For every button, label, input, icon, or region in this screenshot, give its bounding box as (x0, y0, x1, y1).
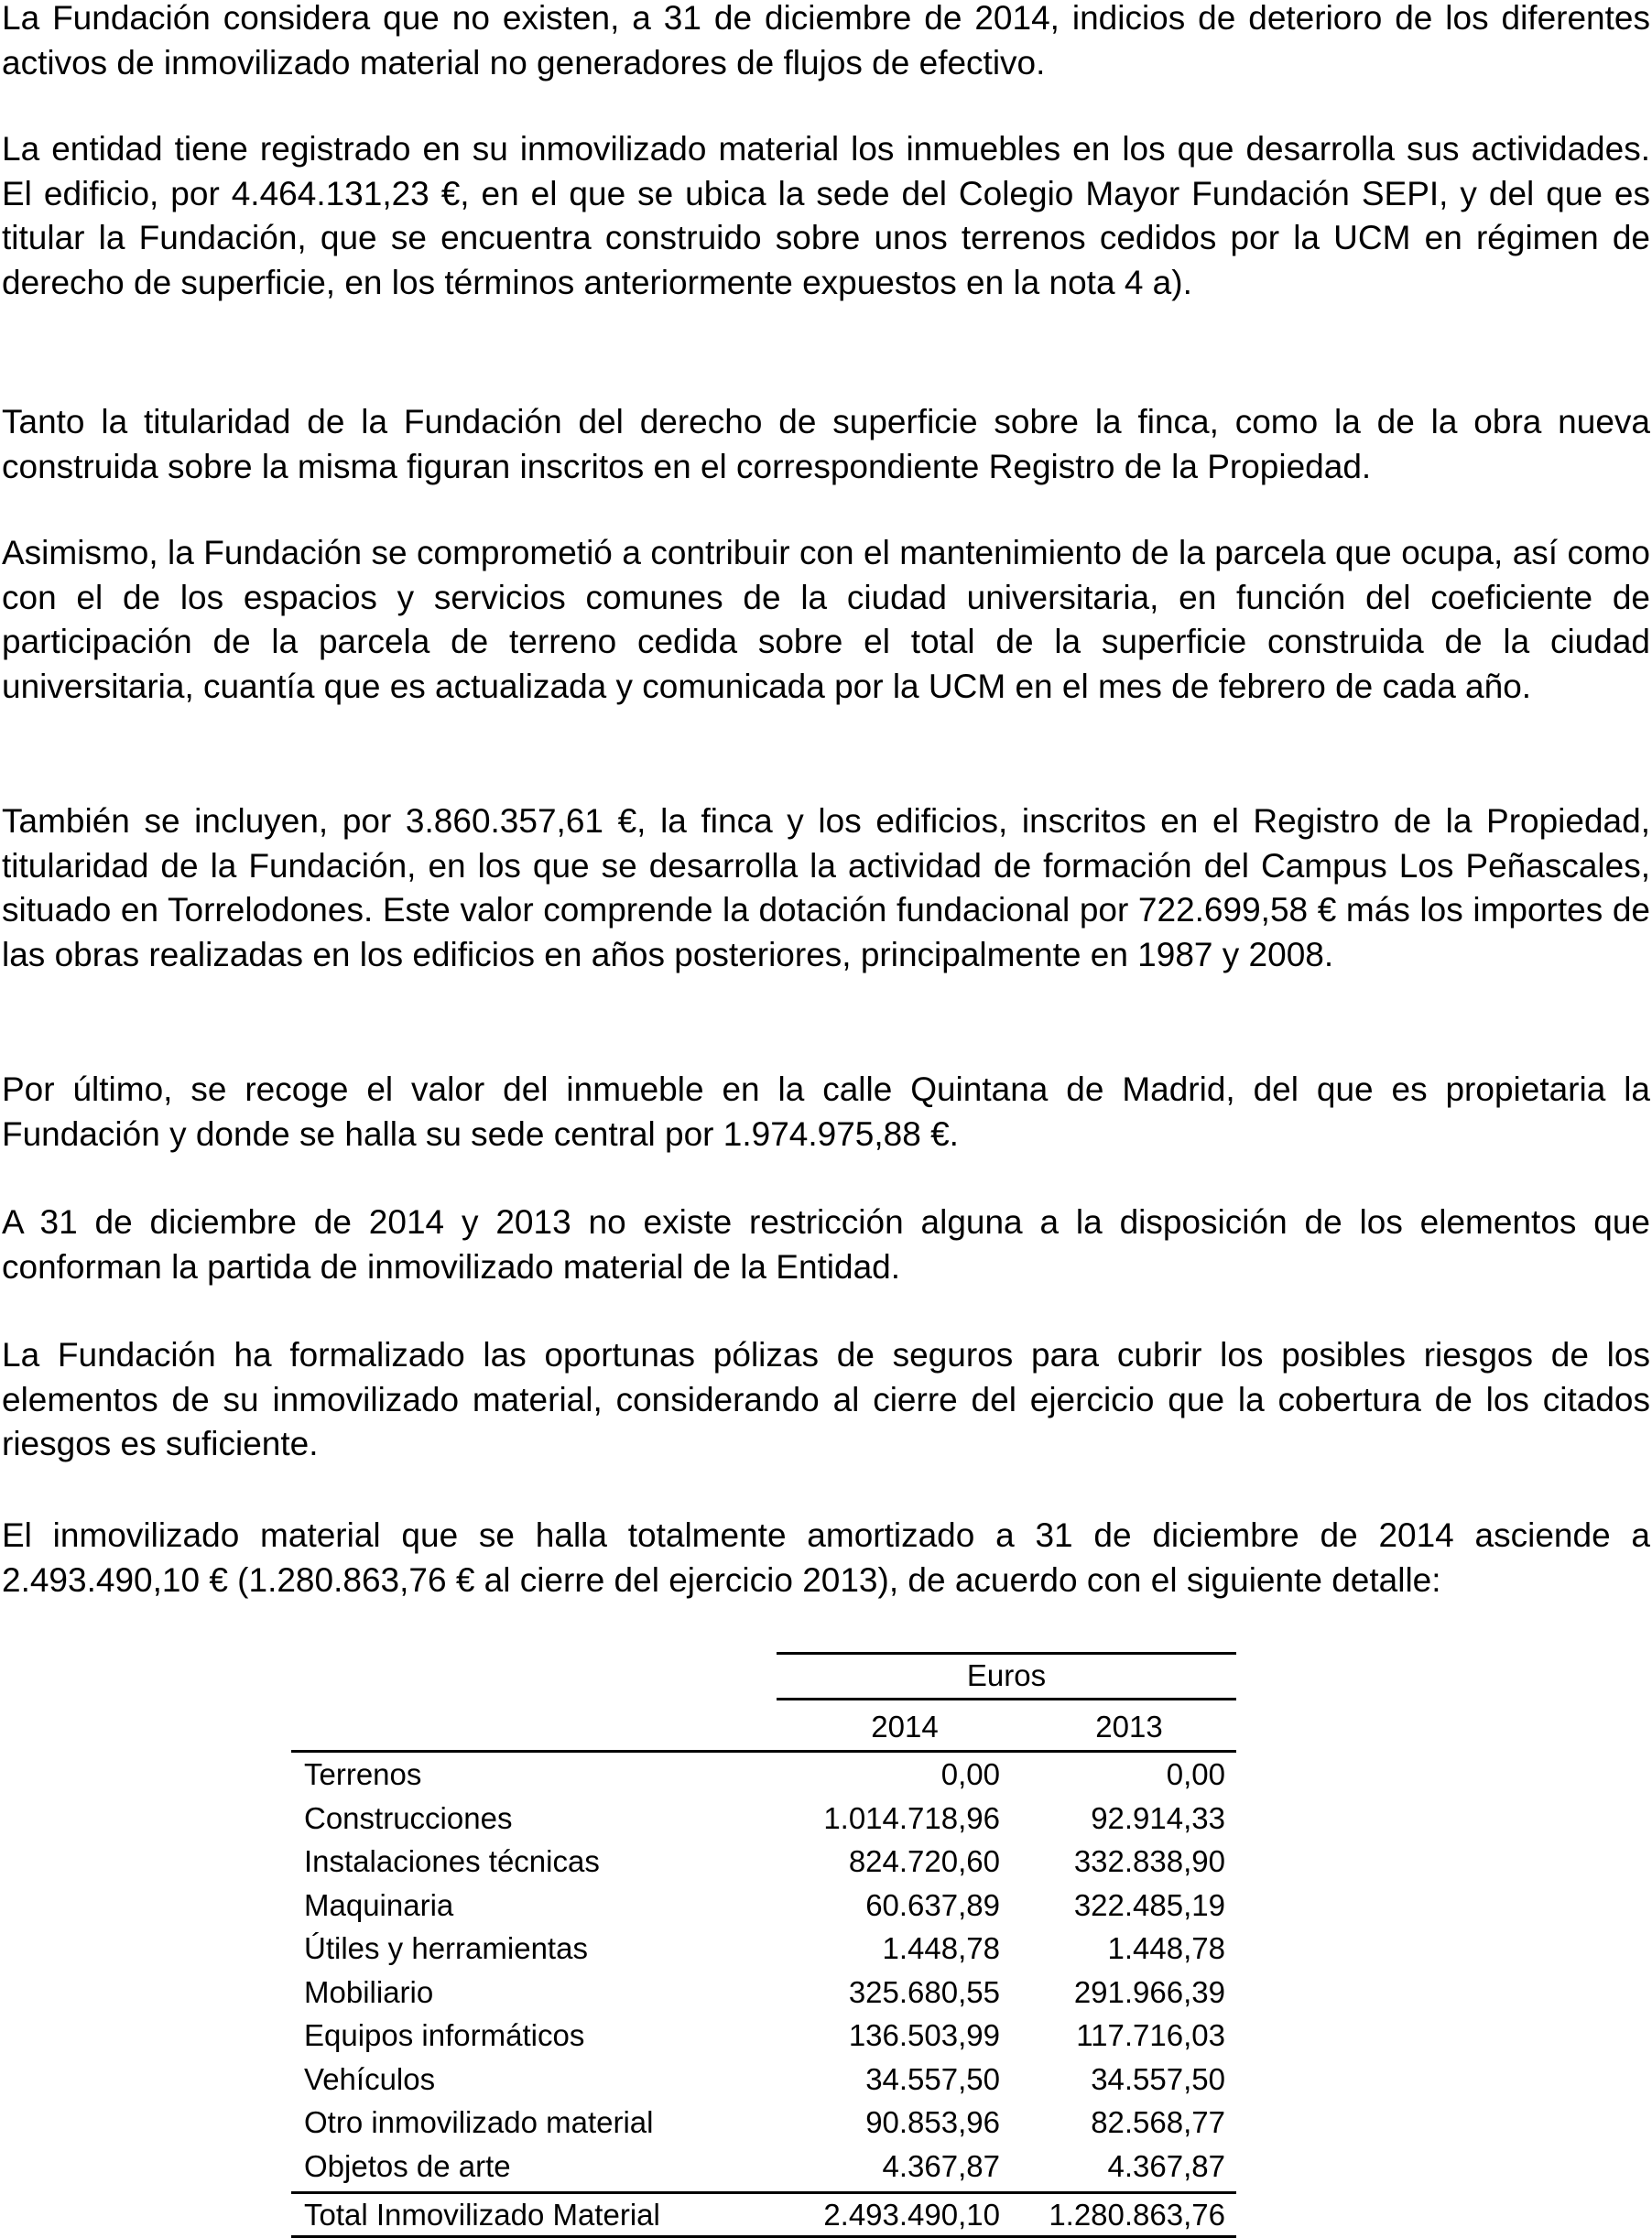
paragraph-amortized: El inmovilizado material que se halla totalmente amortizado a 31 de diciembre de 2014 asciende a 2.493.490,10 € (1.280.863,76 € al cierre del ejercicio 2013), de acuerdo con el siguiente detalle: (2, 1516, 1650, 1599)
row-value-2014: 325.680,55 (848, 1974, 1000, 2009)
row-value-2013: 0,00 (1166, 1757, 1225, 1791)
paragraph-maintenance: Asimismo, la Fundación se comprometió a contribuir con el mantenimiento de la parcela que ocupa, así como con el de los espacios y servicios comunes de la ciudad universitaria, en función del coeficiente de participación de la parcela de terreno cedida sobre el total de la superficie construida de la ciudad universitaria, cuantía que es actualizada y comunicada por la UCM en el mes de febrero de cada año. (2, 534, 1650, 705)
paragraph-quintana: Por último, se recoge el valor del inmueble en la calle Quintana de Madrid, del que es propietaria la Fundación y donde se halla su sede central por 1.974.975,88 €. (2, 1070, 1650, 1153)
total-value-2014: 2.493.490,10 (823, 2198, 1000, 2232)
row-label: Terrenos (304, 1757, 422, 1791)
row-value-2014: 60.637,89 (865, 1887, 1000, 1922)
currency-header: Euros (966, 1658, 1047, 1692)
row-value-2013: 34.557,50 (1091, 2061, 1225, 2096)
row-label: Mobiliario (304, 1974, 434, 2009)
total-row (291, 2195, 1236, 2235)
table-body (291, 1755, 1236, 2189)
table-row (291, 1972, 1236, 2016)
row-value-2013: 322.485,19 (1073, 1887, 1225, 1922)
row-value-2013: 82.568,77 (1091, 2105, 1225, 2139)
paragraph-buildings: La entidad tiene registrado en su inmovilizado material los inmuebles en los que desarrolla sus actividades. El edificio, por 4.464.131,23 €, en el que se ubica la sede del Colegio Mayor Fundación SEPI, y del que es titular la Fundación, que se encuentra construido sobre unos terrenos cedidos por la UCM en régimen de derecho de superficie, en los términos anteriormente expuestos en la nota 4 a). (2, 130, 1650, 301)
table-row (291, 2015, 1236, 2059)
table-row (291, 2102, 1236, 2146)
row-value-2014: 1.014.718,96 (823, 1800, 1000, 1835)
total-value-2013: 1.280.863,76 (1049, 2198, 1225, 2232)
table-rule (777, 1652, 1236, 1655)
paragraph-impairment: La Fundación considera que no existen, a 31 de diciembre de 2014, indicios de deterioro de los diferentes activos de inmovilizado material no generadores de flujos de efectivo. (2, 0, 1650, 81)
row-label: Útiles y herramientas (304, 1931, 588, 1965)
table-row (291, 1841, 1236, 1885)
row-value-2014: 34.557,50 (865, 2061, 1000, 2096)
table-row (291, 1798, 1236, 1842)
paragraph-campus: También se incluyen, por 3.860.357,61 €, la finca y los edificios, inscritos en el Registro de la Propiedad, titularidad de la Fundación, en los que se desarrolla la actividad de formación del Campus Los Peñascales, situado en Torrelodones. Este valor comprende la dotación fundacional por 722.699,58 € más los importes de las obras realizadas en los edificios en años posteriores, principalmente en 1987 y 2008. (2, 802, 1650, 973)
amortized-assets-table (291, 1652, 1236, 2238)
row-value-2013: 4.367,87 (1107, 2148, 1225, 2183)
row-label: Vehículos (304, 2061, 436, 2096)
table-rule (291, 1750, 1236, 1753)
row-value-2014: 4.367,87 (882, 2148, 1000, 2183)
table-row (291, 1755, 1236, 1798)
paragraph-registry: Tanto la titularidad de la Fundación del derecho de superficie sobre la finca, como la de la obra nueva construida sobre la misma figuran inscritos en el correspondiente Registro de la Propiedad. (2, 403, 1650, 485)
row-value-2013: 117.716,03 (1076, 2018, 1225, 2052)
row-label: Otro inmovilizado material (304, 2105, 654, 2139)
row-label: Construcciones (304, 1800, 513, 1835)
paragraph-insurance: La Fundación ha formalizado las oportunas pólizas de seguros para cubrir los posibles riesgos de los elementos de su inmovilizado material, considerando al cierre del ejercicio que la cobertura de los citados riesgos es suficiente. (2, 1336, 1650, 1462)
table-row (291, 2146, 1236, 2190)
row-value-2014: 136.503,99 (848, 2018, 1000, 2052)
row-label: Instalaciones técnicas (304, 1844, 600, 1878)
row-value-2014: 90.853,96 (865, 2105, 1000, 2139)
row-value-2013: 92.914,33 (1091, 1800, 1225, 1835)
year-header-2014: 2014 (871, 1710, 939, 1744)
row-label: Objetos de arte (304, 2148, 511, 2183)
table-rule (777, 1698, 1236, 1700)
row-value-2014: 1.448,78 (882, 1931, 1000, 1965)
year-header-2013: 2013 (1095, 1710, 1163, 1744)
row-label: Maquinaria (304, 1887, 454, 1922)
row-value-2013: 332.838,90 (1073, 1844, 1225, 1878)
row-value-2014: 0,00 (940, 1757, 1000, 1791)
total-label: Total Inmovilizado Material (304, 2198, 660, 2232)
row-value-2013: 291.966,39 (1073, 1974, 1225, 2009)
paragraph-restrictions: A 31 de diciembre de 2014 y 2013 no existe restricción alguna a la disposición de los elementos que conforman la partida de inmovilizado material de la Entidad. (2, 1203, 1650, 1286)
row-value-2013: 1.448,78 (1107, 1931, 1225, 1965)
table-row (291, 1885, 1236, 1929)
row-value-2014: 824.720,60 (848, 1844, 1000, 1878)
row-label: Equipos informáticos (304, 2018, 585, 2052)
table-row (291, 1928, 1236, 1972)
table-row (291, 2059, 1236, 2103)
table-rule (291, 2191, 1236, 2194)
